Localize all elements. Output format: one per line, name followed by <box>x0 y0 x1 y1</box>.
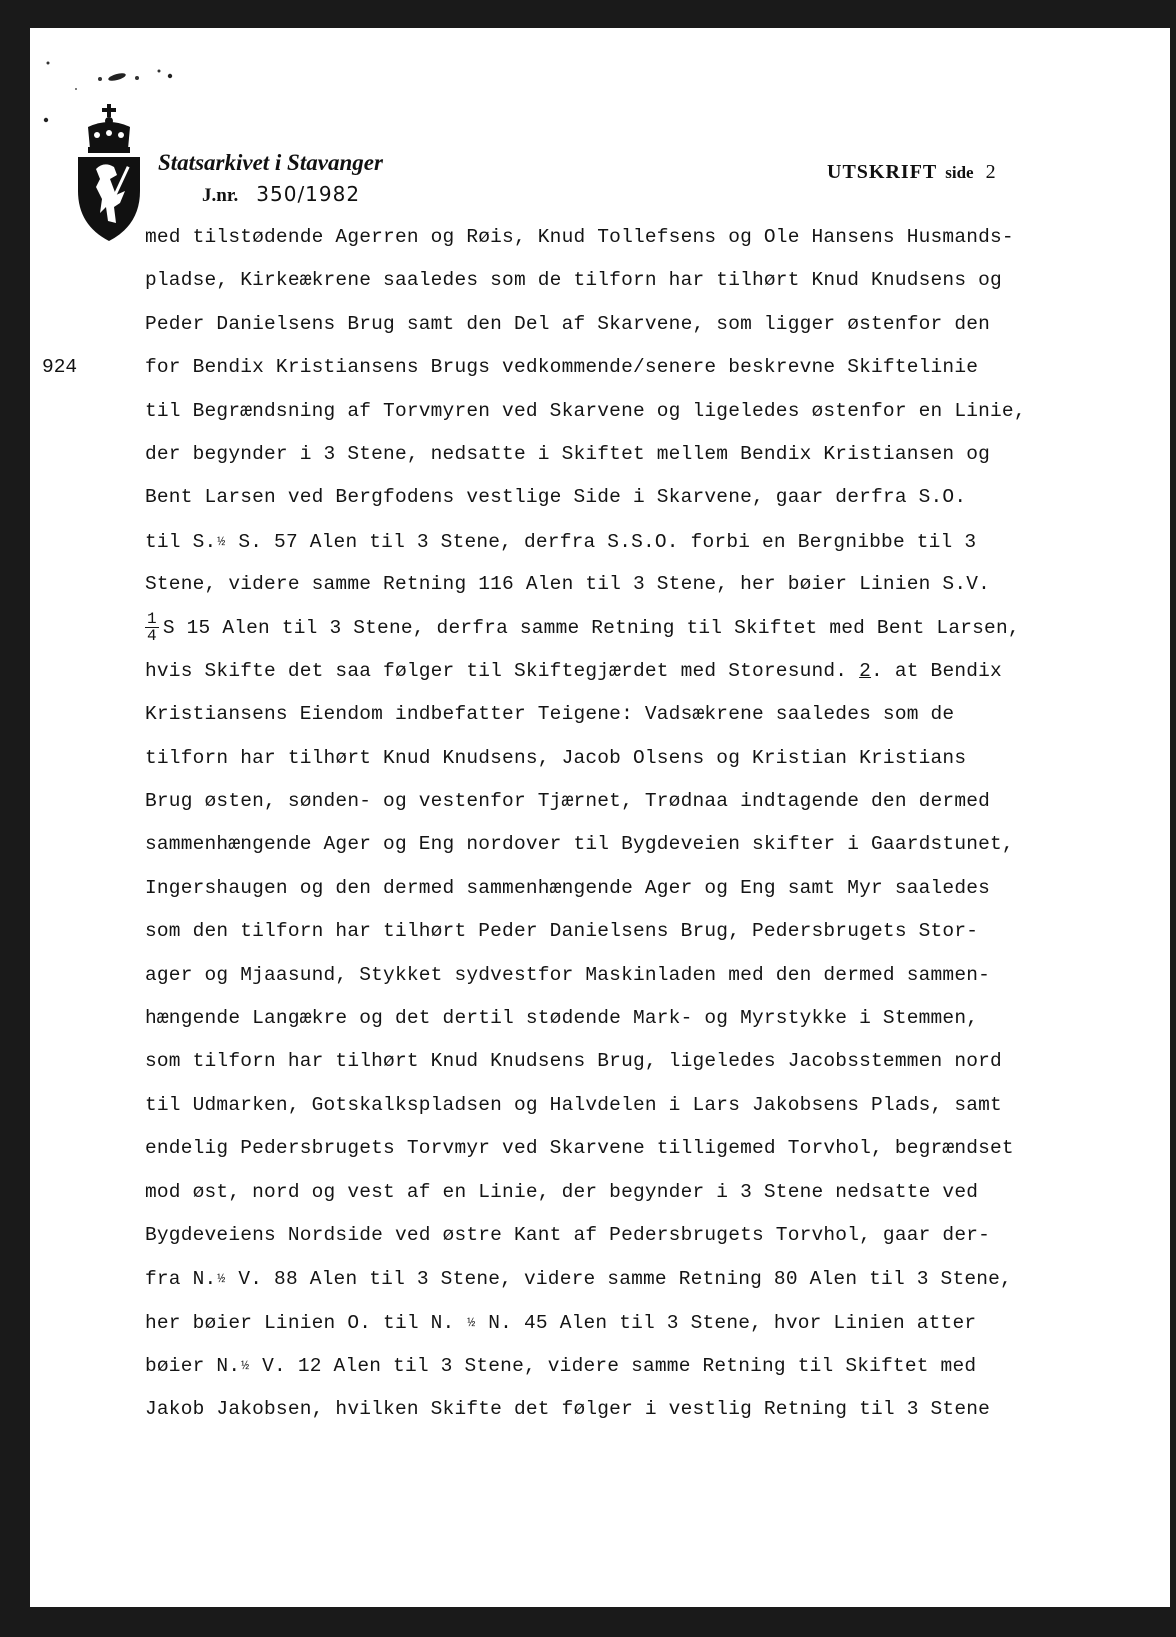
fraction-half: ½ <box>467 1314 476 1330</box>
text-segment: med tilstødende Agerren og Røis, Knud Tollefsens og Ole Hansens Husmands- <box>145 226 1014 248</box>
fraction-quarter <box>145 611 159 644</box>
text-line <box>145 910 1165 953</box>
text-line <box>145 867 1165 910</box>
text-segment: S. 57 Alen til 3 Stene, derfra S.S.O. forbi en Bergnibbe til 3 <box>226 530 977 553</box>
page-number: 2 <box>985 161 996 183</box>
text-line <box>145 1257 1165 1300</box>
document-body <box>145 216 1165 1431</box>
text-segment: Brug østen, sønden- og vestenfor Tjærnet, Trødnaa indtagende den dermed <box>145 790 991 813</box>
text-line <box>145 780 1165 823</box>
text-line <box>145 476 1165 519</box>
text-segment: til Udmarken, Gotskalkspladsen og Halvdelen i Lars Jakobsens Plads, samt <box>145 1093 1002 1116</box>
text-line <box>145 1084 1165 1127</box>
side-label: side <box>945 163 974 182</box>
text-line <box>145 1127 1165 1170</box>
text-segment: 1 <box>147 609 157 628</box>
text-segment: som den tilforn har tilhørt Peder Danielsens Brug, Pedersbrugets Stor- <box>145 920 979 943</box>
text-line <box>145 390 1165 433</box>
text-segment: Peder Danielsens Brug samt den Del af Skarvene, som ligger østenfor den <box>145 312 991 335</box>
text-segment: sammenhængende Ager og Eng nordover til Bygdeveien skifter i Gaardstunet, <box>145 833 1014 856</box>
text-line <box>145 1344 1165 1387</box>
text-line <box>145 1040 1165 1083</box>
text-line <box>145 563 1165 606</box>
text-segment: her bøier Linien O. til N. <box>145 1311 467 1334</box>
text-segment: for Bendix Kristiansens Brugs vedkommende/senere beskrevne Skiftelinie <box>145 356 979 379</box>
institution-name: Statsarkivet i Stavanger <box>158 150 383 175</box>
text-line <box>145 1301 1165 1344</box>
text-line <box>145 433 1165 476</box>
text-segment: Kristiansens Eiendom indbefatter Teigene: Vadsækrene saaledes som de <box>145 703 955 726</box>
text-segment: fra N. <box>145 1268 217 1291</box>
text-line <box>145 954 1165 997</box>
text-segment: endelig Pedersbrugets Torvmyr ved Skarvene tilligemed Torvhol, begrændset <box>145 1137 1014 1160</box>
text-segment: Ingershaugen og den dermed sammenhængende Ager og Eng samt Myr saaledes <box>145 876 991 899</box>
text-segment: Jakob Jakobsen, hvilken Skifte det følger i vestlig Retning til 3 Stene <box>145 1397 991 1420</box>
text-segment: bøier N. <box>145 1355 241 1378</box>
text-segment: tilforn har tilhørt Knud Knudsens, Jacob Olsens og Kristian Kristians <box>145 746 967 769</box>
text-segment: hængende Langækre og det dertil stødende Mark- og Myrstykke i Stemmen, <box>145 1007 979 1030</box>
journal-label: J.nr. <box>202 185 239 206</box>
margin-number: 924 <box>42 356 78 378</box>
item-number: 2 <box>859 659 872 682</box>
text-segment: Stene, videre samme Retning 116 Alen til 3 Stene, her bøier Linien S.V. <box>145 573 991 596</box>
text-segment: pladse, Kirkeækrene saaledes som de tilforn har tilhørt Knud Knudsens og <box>145 269 1002 292</box>
text-line <box>145 1214 1165 1257</box>
text-line <box>145 303 1165 346</box>
text-segment: hvis Skifte det saa følger til Skiftegjærdet med Storesund. <box>145 659 860 682</box>
journal-number <box>202 182 360 207</box>
text-segment: til S. <box>145 530 217 553</box>
text-segment: V. 12 Alen til 3 Stene, videre samme Retning til Skiftet med <box>250 1355 977 1378</box>
fraction-half: ½ <box>217 1271 226 1287</box>
text-line <box>145 737 1165 780</box>
text-segment: Bent Larsen ved Bergfodens vestlige Side i Skarvene, gaar derfra S.O. <box>145 486 967 509</box>
fraction-half: ½ <box>241 1358 250 1374</box>
utskrift-label: UTSKRIFT <box>827 161 938 183</box>
text-segment: S 15 Alen til 3 Stene, derfra samme Retning til Skiftet med Bent Larsen, <box>162 616 1020 639</box>
text-segment: V. 88 Alen til 3 Stene, videre samme Retning 80 Alen til 3 Stene, <box>226 1268 1012 1291</box>
text-line <box>145 346 1165 389</box>
text-line <box>145 520 1165 563</box>
text-line <box>145 1388 1165 1431</box>
text-line <box>145 259 1165 302</box>
text-segment: som tilforn har tilhørt Knud Knudsens Brug, ligeledes Jacobsstemmen nord <box>145 1050 1002 1073</box>
text-segment: Bygdeveiens Nordside ved østre Kant af Pedersbrugets Torvhol, gaar der- <box>145 1223 991 1246</box>
text-segment: der begynder i 3 Stene, nedsatte i Skiftet mellem Bendix Kristiansen og <box>145 442 991 465</box>
text-segment: til Begrændsning af Torvmyren ved Skarvene og ligeledes østenfor en Linie, <box>145 399 1026 422</box>
text-segment: mod øst, nord og vest af en Linie, der begynder i 3 Stene nedsatte ved <box>145 1180 979 1203</box>
page-header-label <box>827 161 996 184</box>
text-segment: ager og Mjaasund, Stykket sydvestfor Maskinladen med den dermed sammen- <box>145 963 991 986</box>
document-page <box>30 28 1170 1607</box>
text-segment: 4 <box>147 626 157 645</box>
text-line <box>145 1171 1165 1214</box>
text-line <box>145 650 1165 693</box>
text-segment: . at Bendix <box>871 659 1002 682</box>
text-segment: N. 45 Alen til 3 Stene, hvor Linien atter <box>476 1311 977 1334</box>
fraction-half: ½ <box>217 533 226 549</box>
text-line <box>145 607 1165 650</box>
text-line <box>145 216 1165 259</box>
journal-value: 350/1982 <box>256 182 361 206</box>
text-line <box>145 997 1165 1040</box>
text-line <box>145 823 1165 866</box>
norwegian-coat-of-arms-icon <box>70 103 148 243</box>
text-line <box>145 693 1165 736</box>
